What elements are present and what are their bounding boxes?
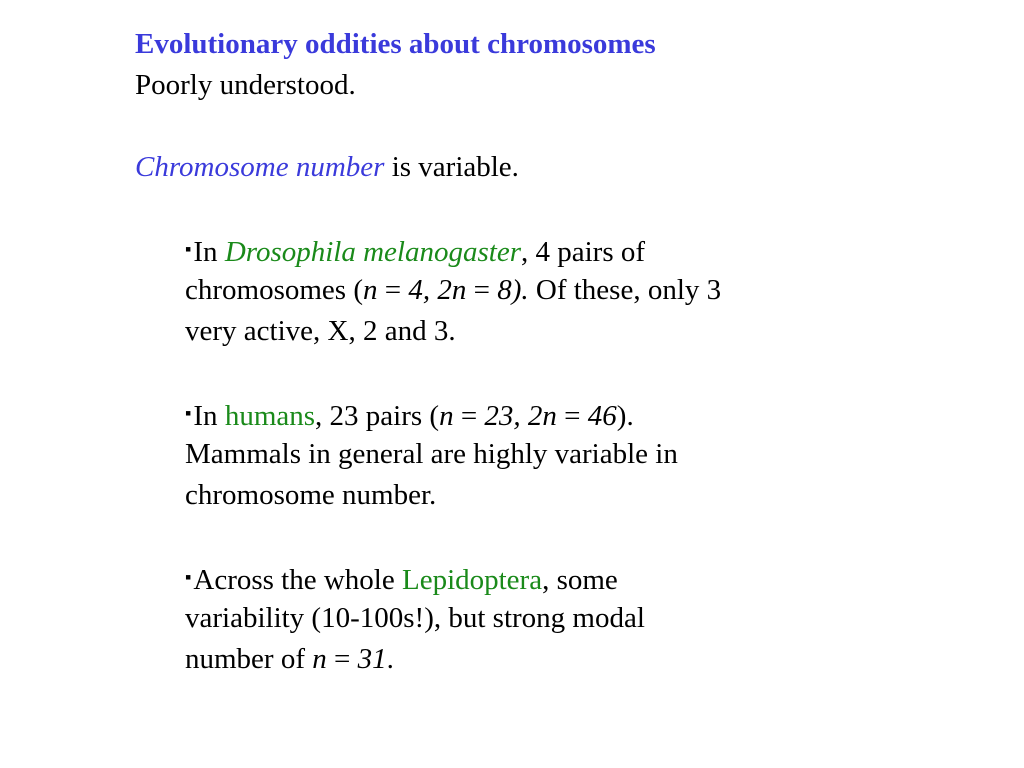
bullet-2-after-species: , 23 pairs ( <box>315 400 440 432</box>
bullet-1-line-1 <box>185 229 645 273</box>
title-text: Evolutionary oddities about chromosomes <box>135 28 656 60</box>
bullet-2-intro: In <box>193 400 225 432</box>
bullet-1-after-species: , 4 pairs of <box>521 236 646 268</box>
period: . <box>386 643 394 675</box>
bullet-1-line3: very active, X, 2 and 3. <box>185 315 456 347</box>
n-value: 31 <box>357 643 387 675</box>
equals: = <box>326 643 358 675</box>
bullet-2-line-1 <box>185 393 634 437</box>
bullet-3-species: Lepidoptera <box>401 564 543 596</box>
2n-value: 46 <box>587 400 617 432</box>
bullet-3-after-species: , some <box>542 564 618 596</box>
bullet-3-line-2 <box>185 598 645 639</box>
bullet-icon: ▪ <box>185 239 192 259</box>
n-symbol: n <box>363 274 378 306</box>
n-symbol: n <box>542 400 557 432</box>
section-term: Chromosome number <box>135 151 385 183</box>
n-symbol: n <box>312 643 327 675</box>
equals: = <box>466 274 498 306</box>
section-heading <box>135 147 519 188</box>
bullet-icon: ▪ <box>185 567 192 587</box>
bullet-2-line-3 <box>185 475 436 516</box>
n-value: 23 <box>484 400 514 432</box>
close-paren: ). <box>511 274 529 306</box>
bullet-3-line3-pre: number of <box>185 643 313 675</box>
bullet-1-line2-post: Of these, only 3 <box>528 274 722 306</box>
bullet-3-line-3 <box>185 639 394 680</box>
bullet-2-line3: chromosome number. <box>185 479 437 511</box>
bullet-2-line2: Mammals in general are highly variable in <box>185 438 678 470</box>
separator: , 2 <box>513 400 543 432</box>
bullet-3-line2: variability (10-100s!), but strong modal <box>185 602 645 634</box>
bullet-1-line2-pre: chromosomes ( <box>185 274 363 306</box>
n-symbol: n <box>451 274 467 306</box>
close-paren: ). <box>616 400 634 432</box>
slide-title <box>135 24 656 65</box>
equals: = <box>556 400 588 432</box>
subtitle <box>135 65 356 106</box>
section-rest: is variable. <box>384 151 519 183</box>
bullet-icon: ▪ <box>185 403 192 423</box>
separator: , 2 <box>422 274 452 306</box>
n-value: 4 <box>408 274 423 306</box>
bullet-1-line-2 <box>185 270 721 311</box>
bullet-3-intro: Across the whole <box>193 564 402 596</box>
subtitle-text: Poorly understood. <box>135 69 356 101</box>
2n-value: 8 <box>497 274 512 306</box>
bullet-1-line-3 <box>185 311 456 352</box>
equals: = <box>377 274 409 306</box>
bullet-1-species: Drosophila melanogaster <box>224 236 521 268</box>
bullet-1-intro: In <box>193 236 225 268</box>
bullet-3-line-1 <box>185 557 618 601</box>
equals: = <box>453 400 485 432</box>
n-symbol: n <box>439 400 454 432</box>
bullet-2-species: humans <box>224 400 316 432</box>
bullet-2-line-2 <box>185 434 678 475</box>
